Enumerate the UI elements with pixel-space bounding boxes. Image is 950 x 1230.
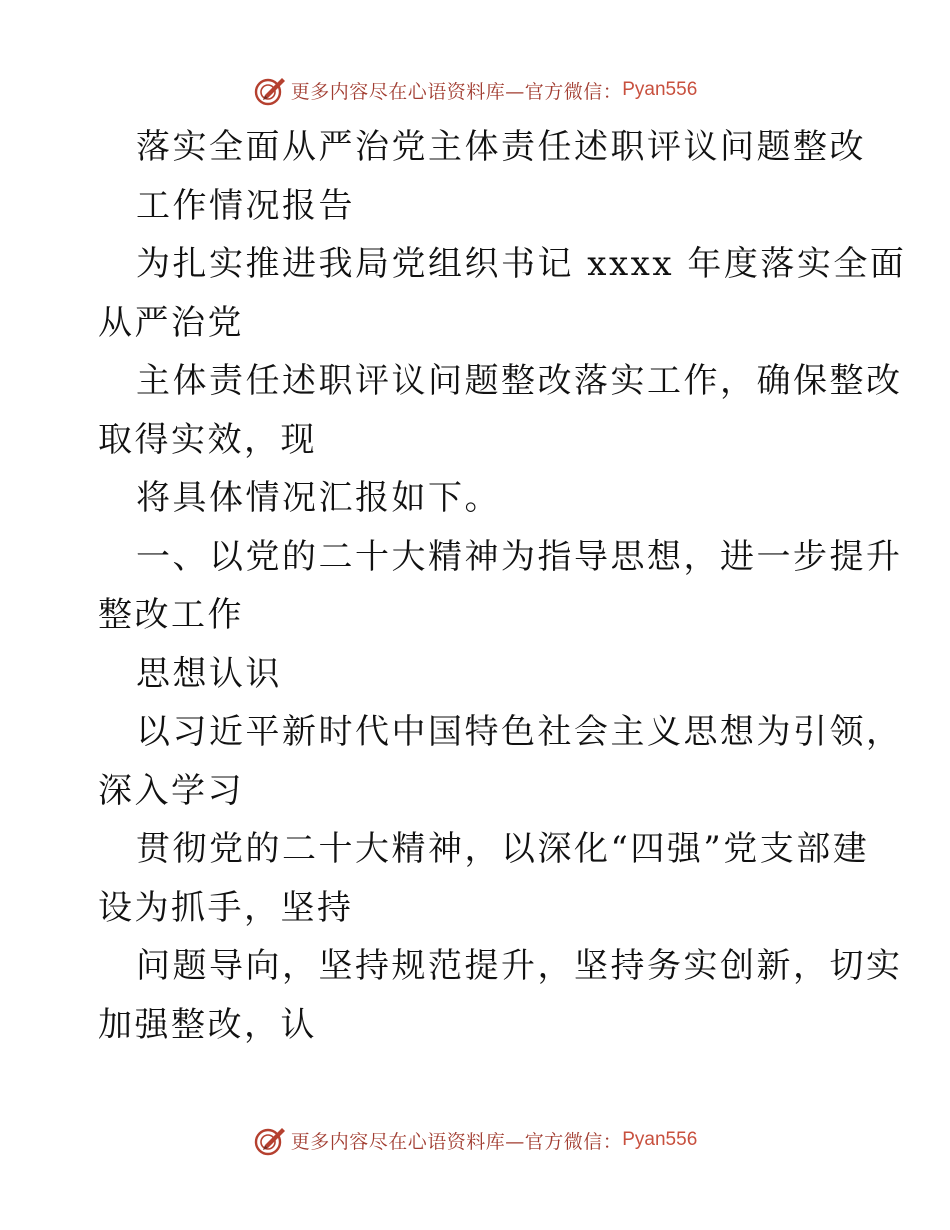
watermark-banner-bottom	[0, 1120, 950, 1160]
text-line: 工作情况报告	[136, 185, 355, 226]
text-line: 贯彻党的二十大精神，以深化“四强”党支部建	[136, 829, 870, 869]
watermark-text: 更多内容尽在心语资料库—官方微信：	[290, 80, 623, 103]
text-line: 从严治党	[98, 302, 244, 343]
text-line: 加强整改，认	[98, 1004, 317, 1045]
watermark-wechat-id: Pyan556	[622, 1129, 698, 1150]
text-line: 落实全面从严治党主体责任述职评议问题整改	[136, 127, 866, 167]
pen-logo-icon	[253, 1123, 287, 1157]
text-line: 为扎实推进我局党组织书记 xxxx 年度落实全面	[136, 244, 907, 284]
text-line: 以习近平新时代中国特色社会主义思想为引领，	[136, 712, 903, 752]
text-line: 主体责任述职评议问题整改落实工作，确保整改	[136, 361, 903, 401]
watermark-wechat-id: Pyan556	[622, 79, 698, 100]
pen-logo-icon	[253, 73, 287, 107]
text-line: 将具体情况汇报如下。	[136, 478, 501, 518]
text-line: 取得实效，现	[98, 419, 317, 460]
text-line: 整改工作	[98, 595, 244, 635]
watermark-text: 更多内容尽在心语资料库—官方微信：	[290, 1130, 623, 1153]
text-line: 问题导向，坚持规范提升，坚持务实创新，切实	[136, 946, 903, 986]
text-line: 设为抓手，坚持	[98, 887, 354, 928]
text-line: 思想认识	[136, 653, 282, 694]
text-line: 一、以党的二十大精神为指导思想，进一步提升	[136, 536, 903, 577]
text-line: 深入学习	[98, 770, 244, 811]
watermark-banner-top	[0, 70, 950, 110]
document-body	[98, 118, 907, 1054]
